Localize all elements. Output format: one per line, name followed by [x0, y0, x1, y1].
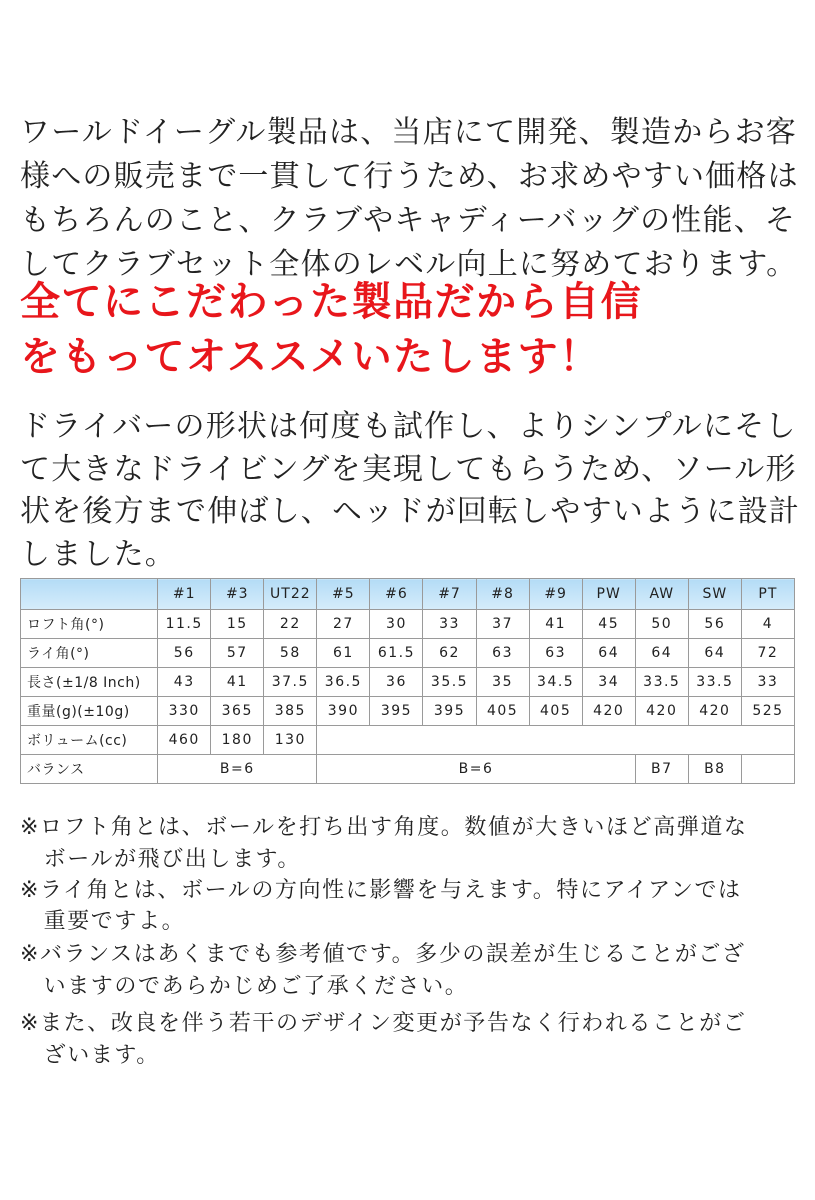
table-cell: 37 [476, 610, 529, 639]
body-line-1: ドライバーの形状は何度も試作し、よりシンプルにそし [20, 409, 797, 444]
row-label: ボリューム(cc) [21, 726, 158, 755]
header-cell-sw: SW [688, 579, 741, 610]
table-cell: 64 [582, 639, 635, 668]
table-cell: 420 [635, 697, 688, 726]
table-cell: 61.5 [370, 639, 423, 668]
intro-line-4: してクラブセット全体のレベル向上に努めております。 [20, 247, 798, 282]
table-cell: 34 [582, 668, 635, 697]
catch-line-1: 全てにこだわった製品だから自信 [20, 279, 643, 325]
header-cell-7i: #7 [423, 579, 476, 610]
note-line-5: ※バランスはあくまでも参考値です。多少の誤差が生じることがござ [20, 942, 746, 967]
intro-line-2: 様への販売まで一貫して行うため、お求めやすい価格は [20, 159, 799, 194]
row-label: 長さ(±1/8 Inch) [21, 668, 158, 697]
table-row-lie [21, 639, 795, 668]
table-row-weight [21, 697, 795, 726]
row-label: バランス [21, 755, 158, 784]
table-cell: 420 [582, 697, 635, 726]
row-label: ロフト角(°) [21, 610, 158, 639]
table-cell: 57 [211, 639, 264, 668]
table-cell: 385 [264, 697, 317, 726]
table-cell: 63 [529, 639, 582, 668]
table-cell: 50 [635, 610, 688, 639]
row-label: 重量(g)(±10g) [21, 697, 158, 726]
catch-line-2: をもってオススメいたします！ [20, 334, 601, 380]
row-label: ライ角(°) [21, 639, 158, 668]
note-line-6: いますのであらかじめご了承ください。 [20, 974, 469, 999]
table-row-balance [21, 755, 795, 784]
note-line-3: ※ライ角とは、ボールの方向性に影響を与えます。特にアイアンでは [20, 878, 742, 903]
table-row-length [21, 668, 795, 697]
table-cell: 33 [741, 668, 794, 697]
table-cell: 330 [158, 697, 211, 726]
table-cell: 180 [211, 726, 264, 755]
table-cell: 525 [741, 697, 794, 726]
intro-line-3: もちろんのこと、クラブやキャディーバッグの性能、そ [20, 203, 797, 238]
table-cell: B7 [635, 755, 688, 784]
table-cell: 365 [211, 697, 264, 726]
note-line-1: ※ロフト角とは、ボールを打ち出す角度。数値が大きいほど高弾道な [20, 815, 748, 840]
table-cell: 64 [688, 639, 741, 668]
note-line-4: 重要ですよ。 [20, 909, 186, 934]
header-cell-pt: PT [741, 579, 794, 610]
table-cell: 34.5 [529, 668, 582, 697]
table-cell: 33.5 [635, 668, 688, 697]
body-line-3: 状を後方まで伸ばし、ヘッドが回転しやすいように設計 [20, 494, 800, 529]
header-cell-5i: #5 [317, 579, 370, 610]
header-cell-8i: #8 [476, 579, 529, 610]
table-cell: 405 [529, 697, 582, 726]
table-cell: 45 [582, 610, 635, 639]
table-cell: 395 [370, 697, 423, 726]
body-line-2: て大きなドライビングを実現してもらうため、ソール形 [20, 452, 797, 487]
header-cell-1w: #1 [158, 579, 211, 610]
table-cell: 64 [635, 639, 688, 668]
header-cell-blank [21, 579, 158, 610]
header-cell-3w: #3 [211, 579, 264, 610]
body-line-4: しました。 [20, 537, 176, 572]
table-cell: 33 [423, 610, 476, 639]
header-cell-ut22: UT22 [264, 579, 317, 610]
table-cell: 390 [317, 697, 370, 726]
table-cell: 43 [158, 668, 211, 697]
header-cell-9i: #9 [529, 579, 582, 610]
table-cell: 395 [423, 697, 476, 726]
table-cell: 15 [211, 610, 264, 639]
note-line-7: ※また、改良を伴う若干のデザイン変更が予告なく行われることがご [20, 1011, 747, 1036]
table-cell: 58 [264, 639, 317, 668]
table-cell: 30 [370, 610, 423, 639]
table-cell: 41 [211, 668, 264, 697]
table-cell: 72 [741, 639, 794, 668]
table-cell: 61 [317, 639, 370, 668]
note-line-2: ボールが飛び出します。 [20, 847, 302, 872]
table-header-row [21, 579, 795, 610]
table-cell: 56 [688, 610, 741, 639]
table-cell: 420 [688, 697, 741, 726]
table-cell: 4 [741, 610, 794, 639]
note-line-8: ざいます。 [20, 1043, 160, 1068]
table-cell: 37.5 [264, 668, 317, 697]
table-cell: B=6 [317, 755, 635, 784]
table-cell: 35.5 [423, 668, 476, 697]
table-cell [741, 755, 794, 784]
table-cell: 33.5 [688, 668, 741, 697]
table-cell-empty [317, 726, 795, 755]
table-cell: 36.5 [317, 668, 370, 697]
intro-line-1: ワールドイーグル製品は、当店にて開発、製造からお客 [20, 115, 797, 150]
table-cell: 27 [317, 610, 370, 639]
header-cell-6i: #6 [370, 579, 423, 610]
table-cell: 62 [423, 639, 476, 668]
table-row-volume [21, 726, 795, 755]
table-cell: 460 [158, 726, 211, 755]
table-cell: 130 [264, 726, 317, 755]
table-cell: 41 [529, 610, 582, 639]
table-cell: 22 [264, 610, 317, 639]
table-cell: 63 [476, 639, 529, 668]
header-cell-pw: PW [582, 579, 635, 610]
spec-table [20, 578, 795, 784]
table-row-loft [21, 610, 795, 639]
table-cell: 11.5 [158, 610, 211, 639]
table-cell: 35 [476, 668, 529, 697]
table-cell: B8 [688, 755, 741, 784]
table-cell: B=6 [158, 755, 317, 784]
table-cell: 405 [476, 697, 529, 726]
header-cell-aw: AW [635, 579, 688, 610]
table-cell: 36 [370, 668, 423, 697]
table-cell: 56 [158, 639, 211, 668]
